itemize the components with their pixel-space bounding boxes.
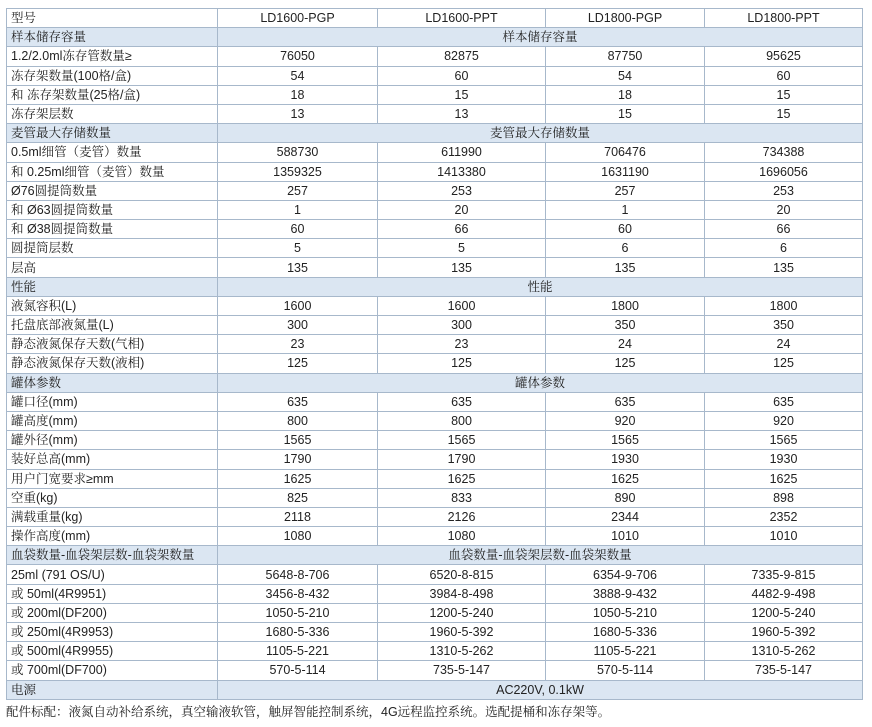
table-row — [7, 527, 863, 546]
table-row — [7, 316, 863, 335]
table-cell: 611990 — [378, 143, 546, 162]
section-header-row — [7, 124, 863, 143]
section-banner: 罐体参数 — [218, 373, 863, 392]
table-cell: 1625 — [378, 469, 546, 488]
row-label: 或 500ml(4R9955) — [7, 642, 218, 661]
row-label: 层高 — [7, 258, 218, 277]
table-cell: 1680-5-336 — [546, 623, 705, 642]
table-cell: 635 — [378, 392, 546, 411]
table-cell: 54 — [546, 66, 705, 85]
section-header-row — [7, 546, 863, 565]
table-cell: 734388 — [705, 143, 863, 162]
table-cell: 1050-5-210 — [218, 603, 378, 622]
table-row — [7, 104, 863, 123]
table-row — [7, 565, 863, 584]
table-cell: 898 — [705, 488, 863, 507]
table-cell: 1105-5-221 — [546, 642, 705, 661]
table-cell: 135 — [705, 258, 863, 277]
table-cell: 2344 — [546, 507, 705, 526]
model-name: LD1800-PGP — [546, 9, 705, 28]
row-label: 冻存架层数 — [7, 104, 218, 123]
table-cell: 135 — [378, 258, 546, 277]
table-row — [7, 469, 863, 488]
table-cell: 125 — [378, 354, 546, 373]
table-cell: 95625 — [705, 47, 863, 66]
power-row — [7, 680, 863, 699]
row-label: 托盘底部液氮量(L) — [7, 316, 218, 335]
table-cell: 6520-8-815 — [378, 565, 546, 584]
row-label: 罐口径(mm) — [7, 392, 218, 411]
section-label: 样本储存容量 — [7, 28, 218, 47]
row-label: 或 700ml(DF700) — [7, 661, 218, 680]
table-cell: 6 — [705, 239, 863, 258]
table-cell: 1625 — [705, 469, 863, 488]
table-cell: 2118 — [218, 507, 378, 526]
table-cell: 82875 — [378, 47, 546, 66]
table-cell: 24 — [705, 335, 863, 354]
table-cell: 1200-5-240 — [378, 603, 546, 622]
table-cell: 60 — [378, 66, 546, 85]
table-cell: 1790 — [218, 450, 378, 469]
table-cell: 3984-8-498 — [378, 584, 546, 603]
table-cell: 20 — [705, 200, 863, 219]
model-name: LD1600-PGP — [218, 9, 378, 28]
table-cell: 350 — [705, 316, 863, 335]
table-cell: 15 — [546, 104, 705, 123]
accessories-note: 配件标配：液氮自动补给系统，真空输液软管，触屏智能控制系统，4G远程监控系统。选配提桶和冻存架等。 — [6, 705, 611, 719]
table-cell: 5 — [378, 239, 546, 258]
table-cell: 1565 — [705, 431, 863, 450]
table-cell: 1105-5-221 — [218, 642, 378, 661]
row-label: 或 250ml(4R9953) — [7, 623, 218, 642]
table-cell: 76050 — [218, 47, 378, 66]
table-cell: 253 — [378, 181, 546, 200]
table-row — [7, 603, 863, 622]
table-row — [7, 411, 863, 430]
table-cell: 7335-9-815 — [705, 565, 863, 584]
table-row — [7, 661, 863, 680]
table-cell: 15 — [378, 85, 546, 104]
table-row — [7, 162, 863, 181]
table-cell: 1960-5-392 — [378, 623, 546, 642]
section-banner: 麦管最大存储数量 — [218, 124, 863, 143]
table-cell: 1960-5-392 — [705, 623, 863, 642]
table-row — [7, 258, 863, 277]
table-row — [7, 181, 863, 200]
table-cell: 20 — [378, 200, 546, 219]
table-cell: 1050-5-210 — [546, 603, 705, 622]
power-label: 电源 — [7, 680, 218, 699]
row-label: 满载重量(kg) — [7, 507, 218, 526]
table-cell: 13 — [218, 104, 378, 123]
table-cell: 3888-9-432 — [546, 584, 705, 603]
table-cell: 1800 — [546, 296, 705, 315]
section-label: 麦管最大存储数量 — [7, 124, 218, 143]
table-cell: 125 — [546, 354, 705, 373]
spec-table — [6, 8, 863, 700]
section-header-row — [7, 277, 863, 296]
section-header-row — [7, 373, 863, 392]
table-cell: 135 — [546, 258, 705, 277]
table-cell: 1800 — [705, 296, 863, 315]
table-cell: 833 — [378, 488, 546, 507]
table-cell: 300 — [218, 316, 378, 335]
row-label: 1.2/2.0ml冻存管数量≥ — [7, 47, 218, 66]
table-row — [7, 66, 863, 85]
table-row — [7, 239, 863, 258]
table-row — [7, 335, 863, 354]
table-cell: 5 — [218, 239, 378, 258]
table-cell: 60 — [546, 220, 705, 239]
row-label: 罐高度(mm) — [7, 411, 218, 430]
table-cell: 635 — [546, 392, 705, 411]
section-banner: 性能 — [218, 277, 863, 296]
table-cell: 635 — [218, 392, 378, 411]
table-cell: 825 — [218, 488, 378, 507]
table-cell: 570-5-114 — [546, 661, 705, 680]
table-cell: 1565 — [218, 431, 378, 450]
table-cell: 1565 — [546, 431, 705, 450]
table-cell: 800 — [378, 411, 546, 430]
table-cell: 6 — [546, 239, 705, 258]
row-label: 用户门宽要求≥mm — [7, 469, 218, 488]
table-row — [7, 296, 863, 315]
table-cell: 3456-8-432 — [218, 584, 378, 603]
table-cell: 1080 — [218, 527, 378, 546]
table-cell: 735-5-147 — [378, 661, 546, 680]
table-cell: 1600 — [218, 296, 378, 315]
row-label: 静态液氮保存天数(液相) — [7, 354, 218, 373]
table-cell: 1790 — [378, 450, 546, 469]
table-cell: 300 — [378, 316, 546, 335]
row-label: 0.5ml细管（麦管）数量 — [7, 143, 218, 162]
table-cell: 23 — [218, 335, 378, 354]
table-cell: 1625 — [546, 469, 705, 488]
row-label: 或 50ml(4R9951) — [7, 584, 218, 603]
table-cell: 257 — [546, 181, 705, 200]
table-cell: 350 — [546, 316, 705, 335]
table-cell: 1 — [218, 200, 378, 219]
table-row — [7, 488, 863, 507]
table-cell: 1010 — [705, 527, 863, 546]
row-label: 和 0.25ml细管（麦管）数量 — [7, 162, 218, 181]
table-cell: 1 — [546, 200, 705, 219]
table-row — [7, 431, 863, 450]
table-cell: 15 — [705, 85, 863, 104]
table-cell: 635 — [705, 392, 863, 411]
table-cell: 920 — [705, 411, 863, 430]
table-row — [7, 220, 863, 239]
table-cell: 920 — [546, 411, 705, 430]
table-cell: 6354-9-706 — [546, 565, 705, 584]
table-cell: 1930 — [705, 450, 863, 469]
table-cell: 1680-5-336 — [218, 623, 378, 642]
table-cell: 18 — [546, 85, 705, 104]
table-cell: 1359325 — [218, 162, 378, 181]
table-cell: 1310-5-262 — [378, 642, 546, 661]
row-label: 静态液氮保存天数(气相) — [7, 335, 218, 354]
row-label: 液氮容积(L) — [7, 296, 218, 315]
table-cell: 1010 — [546, 527, 705, 546]
table-cell: 15 — [705, 104, 863, 123]
table-row — [7, 200, 863, 219]
table-row — [7, 507, 863, 526]
table-cell: 1696056 — [705, 162, 863, 181]
section-label: 罐体参数 — [7, 373, 218, 392]
table-cell: 588730 — [218, 143, 378, 162]
table-cell: 1930 — [546, 450, 705, 469]
table-cell: 23 — [378, 335, 546, 354]
row-label: 空重(kg) — [7, 488, 218, 507]
row-label: Ø76圆提筒数量 — [7, 181, 218, 200]
table-row — [7, 85, 863, 104]
row-label: 25ml (791 OS/U) — [7, 565, 218, 584]
table-cell: 66 — [378, 220, 546, 239]
row-label: 罐外径(mm) — [7, 431, 218, 450]
table-cell: 1631190 — [546, 162, 705, 181]
table-row — [7, 584, 863, 603]
model-name: LD1800-PPT — [705, 9, 863, 28]
table-cell: 13 — [378, 104, 546, 123]
table-row — [7, 47, 863, 66]
section-banner: 样本储存容量 — [218, 28, 863, 47]
section-label: 性能 — [7, 277, 218, 296]
table-cell: 2126 — [378, 507, 546, 526]
row-label: 或 200ml(DF200) — [7, 603, 218, 622]
table-cell: 735-5-147 — [705, 661, 863, 680]
table-cell: 1413380 — [378, 162, 546, 181]
table-cell: 87750 — [546, 47, 705, 66]
table-cell: 24 — [546, 335, 705, 354]
spec-table-body — [7, 9, 863, 700]
row-label: 和 Ø63圆提筒数量 — [7, 200, 218, 219]
table-cell: 135 — [218, 258, 378, 277]
section-label: 血袋数量-血袋架层数-血袋架数量 — [7, 546, 218, 565]
table-cell: 60 — [705, 66, 863, 85]
table-row — [7, 450, 863, 469]
table-cell: 18 — [218, 85, 378, 104]
table-cell: 54 — [218, 66, 378, 85]
table-cell: 570-5-114 — [218, 661, 378, 680]
table-cell: 253 — [705, 181, 863, 200]
table-cell: 1080 — [378, 527, 546, 546]
table-cell: 890 — [546, 488, 705, 507]
table-cell: 2352 — [705, 507, 863, 526]
table-cell: 800 — [218, 411, 378, 430]
table-cell: 706476 — [546, 143, 705, 162]
row-label: 装好总高(mm) — [7, 450, 218, 469]
row-label: 冻存架数量(100格/盒) — [7, 66, 218, 85]
table-cell: 66 — [705, 220, 863, 239]
table-cell: 1310-5-262 — [705, 642, 863, 661]
table-cell: 1600 — [378, 296, 546, 315]
table-cell: 4482-9-498 — [705, 584, 863, 603]
power-value: AC220V, 0.1kW — [218, 680, 863, 699]
table-row — [7, 143, 863, 162]
row-label: 和 Ø38圆提筒数量 — [7, 220, 218, 239]
table-cell: 125 — [705, 354, 863, 373]
table-header-row — [7, 9, 863, 28]
section-banner: 血袋数量-血袋架层数-血袋架数量 — [218, 546, 863, 565]
model-name: LD1600-PPT — [378, 9, 546, 28]
row-label: 圆提筒层数 — [7, 239, 218, 258]
table-cell: 5648-8-706 — [218, 565, 378, 584]
table-cell: 1625 — [218, 469, 378, 488]
table-cell: 60 — [218, 220, 378, 239]
section-header-row — [7, 28, 863, 47]
table-cell: 125 — [218, 354, 378, 373]
row-label: 和 冻存架数量(25格/盒) — [7, 85, 218, 104]
table-cell: 257 — [218, 181, 378, 200]
table-row — [7, 392, 863, 411]
table-row — [7, 623, 863, 642]
table-row — [7, 354, 863, 373]
row-label: 操作高度(mm) — [7, 527, 218, 546]
model-label: 型号 — [7, 9, 218, 28]
table-cell: 1565 — [378, 431, 546, 450]
table-row — [7, 642, 863, 661]
table-cell: 1200-5-240 — [705, 603, 863, 622]
